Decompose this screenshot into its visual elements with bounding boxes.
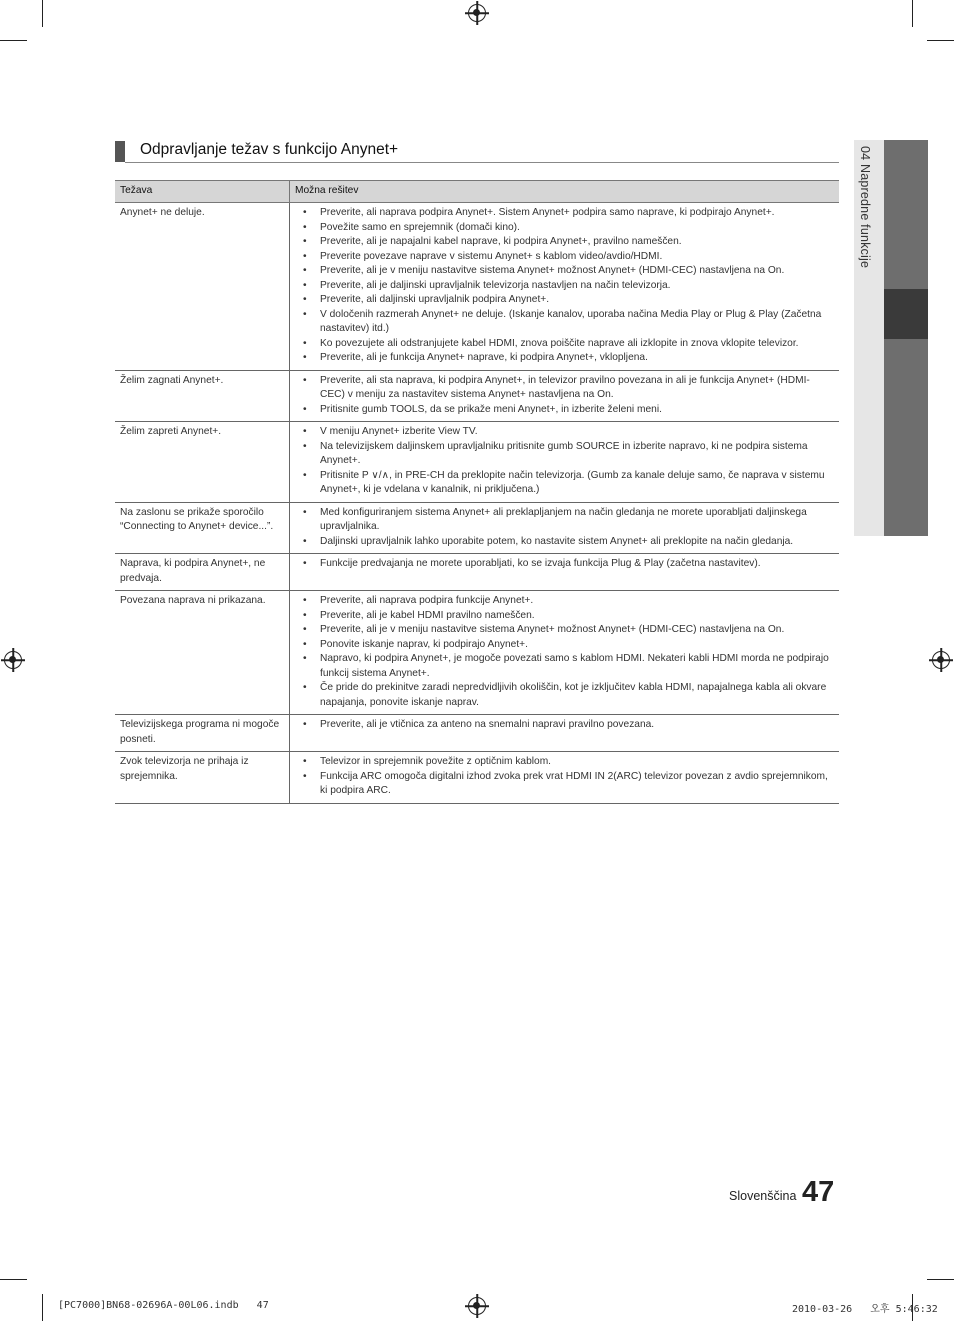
list-item: • Preverite povezave naprave v sistemu Anynet+ s kablom video/avdio/HDMI. <box>295 250 834 265</box>
list-item: • Preverite, ali naprava podpira funkcije Anynet+. <box>295 594 834 609</box>
list-item: • Preverite, ali je funkcija Anynet+ naprave, ki podpira Anynet+, vklopljena. <box>295 351 834 366</box>
problem-cell: Zvok televizorja ne prihaja iz sprejemnika. <box>115 752 290 804</box>
crop-mark <box>0 40 27 41</box>
column-header-problem: Težava <box>115 181 290 203</box>
crop-mark <box>42 1294 43 1321</box>
list-item: • Funkcija ARC omogoča digitalni izhod zvoka prek vrat HDMI IN 2(ARC) televizor povezan z avdio sprejemnikom, ki podpira ARC. <box>295 770 834 799</box>
list-item: • Ko povezujete ali odstranjujete kabel HDMI, znova poiščite naprave ali izklopite in znova vklopite televizor. <box>295 337 834 352</box>
solution-cell <box>290 370 840 422</box>
crop-mark <box>927 40 954 41</box>
list-item: • Funkcije predvajanja ne morete uporabljati, ko se izvaja funkcija Plug & Play (začetna nastavitev). <box>295 557 834 572</box>
problem-cell: Televizijskega programa ni mogoče posneti. <box>115 715 290 752</box>
list-item: • Ponovite iskanje naprav, ki podpirajo Anynet+. <box>295 638 834 653</box>
table-row <box>115 502 839 554</box>
problem-cell: Želim zagnati Anynet+. <box>115 370 290 422</box>
crop-mark <box>0 1279 27 1280</box>
list-item: • Preverite, ali je v meniju nastavitve sistema Anynet+ možnost Anynet+ (HDMI-CEC) nastavljena na On. <box>295 264 834 279</box>
solution-cell <box>290 554 840 591</box>
chapter-tab-marker <box>884 289 928 339</box>
crop-mark <box>912 0 913 27</box>
problem-cell: Naprava, ki podpira Anynet+, ne predvaja. <box>115 554 290 591</box>
list-item: • Preverite, ali je vtičnica za anteno na snemalni napravi pravilno povezana. <box>295 718 834 733</box>
print-timestamp: 2010-03-26 오후 5:46:32 <box>792 1304 938 1315</box>
table-row <box>115 370 839 422</box>
list-item: • Napravo, ki podpira Anynet+, je mogoče povezati samo s kablom HDMI. Nekateri kabli HDMI morda ne podpirajo funkcij sistema Anynet+. <box>295 652 834 681</box>
registration-mark-icon <box>468 4 486 22</box>
section-title: Odpravljanje težav s funkcijo Anynet+ <box>140 141 399 158</box>
problem-cell: Anynet+ ne deluje. <box>115 203 290 371</box>
list-item: • Daljinski upravljalnik lahko uporabite potem, ko nastavite sistem Anynet+ ali preklopite na način gledanja. <box>295 535 834 550</box>
column-header-solution: Možna rešitev <box>290 181 840 203</box>
list-item: • Preverite, ali daljinski upravljalnik podpira Anynet+. <box>295 293 834 308</box>
list-item: • Preverite, ali naprava podpira Anynet+. Sistem Anynet+ podpira samo naprave, ki podpirajo Anynet+. <box>295 206 834 221</box>
registration-mark-icon <box>932 651 950 669</box>
list-item: • Preverite, ali sta naprava, ki podpira Anynet+, in televizor pravilno povezana in ali je funkcija Anynet+ (HDMI-CEC) v meniju za nastavitev sistema Anynet+ nastavljena na On. <box>295 374 834 403</box>
crop-mark <box>927 1279 954 1280</box>
title-underline <box>125 162 839 163</box>
solution-cell <box>290 591 840 715</box>
list-item: • Med konfiguriranjem sistema Anynet+ ali preklapljanjem na način gledanja ne morete uporabljati daljinskega upravljalnika. <box>295 506 834 535</box>
solution-cell <box>290 715 840 752</box>
list-item: • Preverite, ali je daljinski upravljalnik televizorja nastavljen na način televizorja. <box>295 279 834 294</box>
crop-mark <box>42 0 43 27</box>
table-header-row <box>115 181 839 203</box>
table-row <box>115 203 839 371</box>
page-number: 47 <box>802 1176 835 1208</box>
list-item: • Preverite, ali je kabel HDMI pravilno nameščen. <box>295 609 834 624</box>
troubleshooting-table <box>115 180 839 804</box>
list-item: • Povežite samo en sprejemnik (domači kino). <box>295 221 834 236</box>
solution-cell <box>290 752 840 804</box>
list-item: • Pritisnite P ∨/∧, in PRE-CH da preklopite način televizorja. (Gumb za kanale deluje samo, če naprava v sistemu Anynet+, ki je vdelana v kanalnik, ni priključena.) <box>295 469 834 498</box>
list-item: • Televizor in sprejemnik povežite z optičnim kablom. <box>295 755 834 770</box>
registration-mark-icon <box>4 651 22 669</box>
list-item: • Če pride do prekinitve zaradi nepredvidljivih okoliščin, kot je izključitev kabla HDMI, napajalnega kabla ali okvare napajanja, ponovite iskanje naprav. <box>295 681 834 710</box>
table-row <box>115 554 839 591</box>
list-item: • Preverite, ali je napajalni kabel naprave, ki podpira Anynet+, pravilno nameščen. <box>295 235 834 250</box>
list-item: • Preverite, ali je v meniju nastavitve sistema Anynet+ možnost Anynet+ (HDMI-CEC) nastavljena na On. <box>295 623 834 638</box>
title-marker <box>115 141 125 162</box>
print-file-info: [PC7000]BN68-02696A-00L06.indb 47 <box>58 1300 269 1311</box>
table-row <box>115 715 839 752</box>
solution-cell <box>290 502 840 554</box>
list-item: • V meniju Anynet+ izberite View TV. <box>295 425 834 440</box>
table-row <box>115 422 839 503</box>
problem-cell: Povezana naprava ni prikazana. <box>115 591 290 715</box>
language-label: Slovenščina <box>729 1189 797 1203</box>
table-row <box>115 752 839 804</box>
problem-cell: Na zaslonu se prikaže sporočilo “Connecting to Anynet+ device...”. <box>115 502 290 554</box>
chapter-tab-label: 04 Napredne funkcije <box>858 146 872 269</box>
registration-mark-icon <box>468 1297 486 1315</box>
list-item: • Na televizijskem daljinskem upravljalniku pritisnite gumb SOURCE in izberite napravo, ki ne podpira sistema Anynet+. <box>295 440 834 469</box>
problem-cell: Želim zapreti Anynet+. <box>115 422 290 503</box>
table-row <box>115 591 839 715</box>
list-item: • V določenih razmerah Anynet+ ne deluje. (Iskanje kanalov, uporaba načina Media Play or Plug & Play (Začetna nastavitev) itd.) <box>295 308 834 337</box>
solution-cell <box>290 203 840 371</box>
solution-cell <box>290 422 840 503</box>
list-item: • Pritisnite gumb TOOLS, da se prikaže meni Anynet+, in izberite želeni meni. <box>295 403 834 418</box>
